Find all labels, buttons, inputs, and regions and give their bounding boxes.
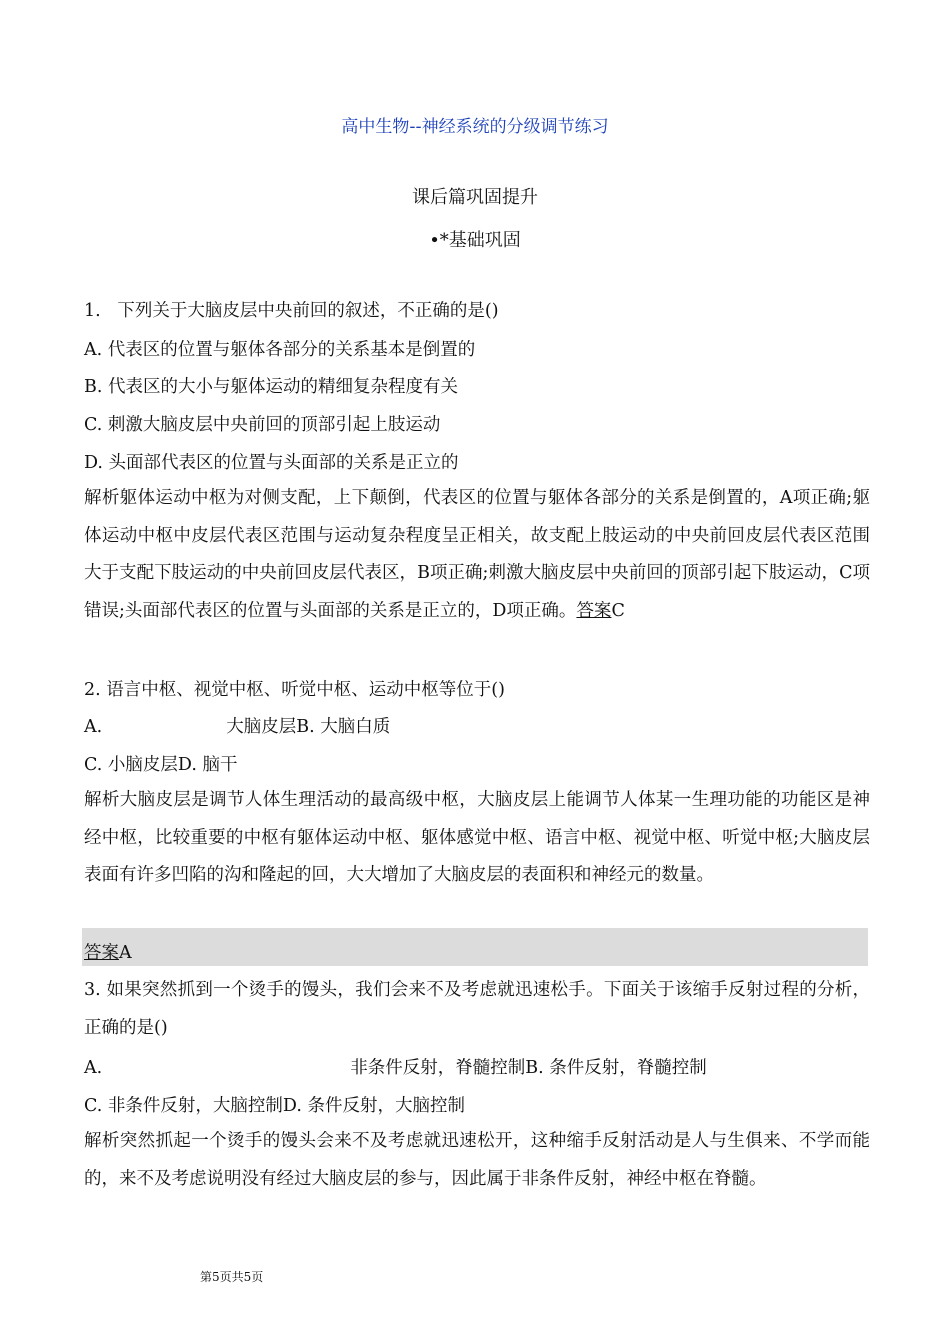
- question-1-option-c: C. 刺激大脑皮层中央前回的顶部引起上肢运动: [84, 415, 441, 435]
- question-2-option-d: D. 脑干: [177, 755, 238, 775]
- question-2-option-b: B. 大脑白质: [296, 717, 391, 737]
- question-1-analysis-block: [84, 480, 870, 630]
- question-1-option-b: B. 代表区的大小与躯体运动的精细复杂程度有关: [84, 377, 458, 397]
- question-2-option-a-label: A.: [84, 717, 103, 737]
- question-1-option-a: A. 代表区的位置与躯体各部分的关系基本是倒置的: [84, 340, 476, 360]
- question-2-analysis: 解析大脑皮层是调节人体生理活动的最高级中枢，大脑皮层上能调节人体某一生理功能的功能区是神经中枢，比较重要的中枢有躯体运动中枢、躯体感觉中枢、语言中枢、视觉中枢、听觉中枢;大脑皮层表面有许多凹陷的沟和隆起的回，大大增加了大脑皮层的表面积和神经元的数量。: [84, 790, 870, 885]
- question-3-option-d: D. 条件反射，大脑控制: [282, 1096, 465, 1116]
- question-3-option-b: B. 条件反射，脊髓控制: [525, 1058, 707, 1078]
- question-1-analysis: 解析躯体运动中枢为对侧支配，上下颠倒，代表区的位置与躯体各部分的关系是倒置的，A项正确;躯体运动中枢中皮层代表区范围与运动复杂程度呈正相关，故支配上肢运动的中央前回皮层代表区范围大于支配下肢运动的中央前回皮层代表区，B项正确;刺激大脑皮层中央前回的顶部引起下肢运动，C项错误;头面部代表区的位置与头面部的关系是正立的，D项正确。: [84, 488, 870, 621]
- question-2-option-a: 大脑皮层: [226, 717, 297, 737]
- page-footer: 第5页共5页: [200, 1270, 264, 1284]
- question-3-option-c: C. 非条件反射，大脑控制: [84, 1096, 283, 1116]
- section-heading: •*基础巩固: [429, 230, 521, 251]
- question-2-answer-label: 答案: [84, 943, 119, 963]
- question-2-answer: A: [119, 943, 132, 963]
- question-3-options-row-2: [84, 1092, 465, 1117]
- document-title: 高中生物--神经系统的分级调节练习: [341, 117, 609, 137]
- question-1-answer: C: [611, 600, 625, 621]
- answer-highlight: [82, 928, 868, 966]
- question-2-options-row-1: [84, 713, 390, 738]
- section-subtitle: 课后篇巩固提升: [412, 187, 538, 208]
- question-1-option-d: D. 头面部代表区的位置与头面部的关系是正立的: [84, 453, 459, 473]
- question-3-analysis: 解析突然抓起一个烫手的馒头会来不及考虑就迅速松开，这种缩手反射活动是人与生俱来、不学而能的，来不及考虑说明没有经过大脑皮层的参与，因此属于非条件反射，神经中枢在脊髓。: [84, 1131, 870, 1189]
- question-3-options-row-1: [84, 1054, 707, 1079]
- question-2-option-c: C. 小脑皮层: [84, 755, 178, 775]
- question-2-answer-line: [84, 939, 132, 964]
- question-3-stem: 3. 如果突然抓到一个烫手的馒头，我们会来不及考虑就迅速松手。下面关于该缩手反射过程的分析，正确的是(): [84, 980, 870, 1038]
- question-1-stem: 1. 下列关于大脑皮层中央前回的叙述，不正确的是(): [84, 301, 499, 321]
- question-3-option-a: 非条件反射，脊髓控制: [350, 1058, 526, 1078]
- question-3-option-a-label: A.: [84, 1058, 103, 1078]
- question-2-options-row-2: [84, 751, 237, 776]
- question-1-answer-label: 答案: [576, 600, 612, 621]
- question-2-stem: 2. 语言中枢、视觉中枢、听觉中枢、运动中枢等位于(): [84, 680, 505, 700]
